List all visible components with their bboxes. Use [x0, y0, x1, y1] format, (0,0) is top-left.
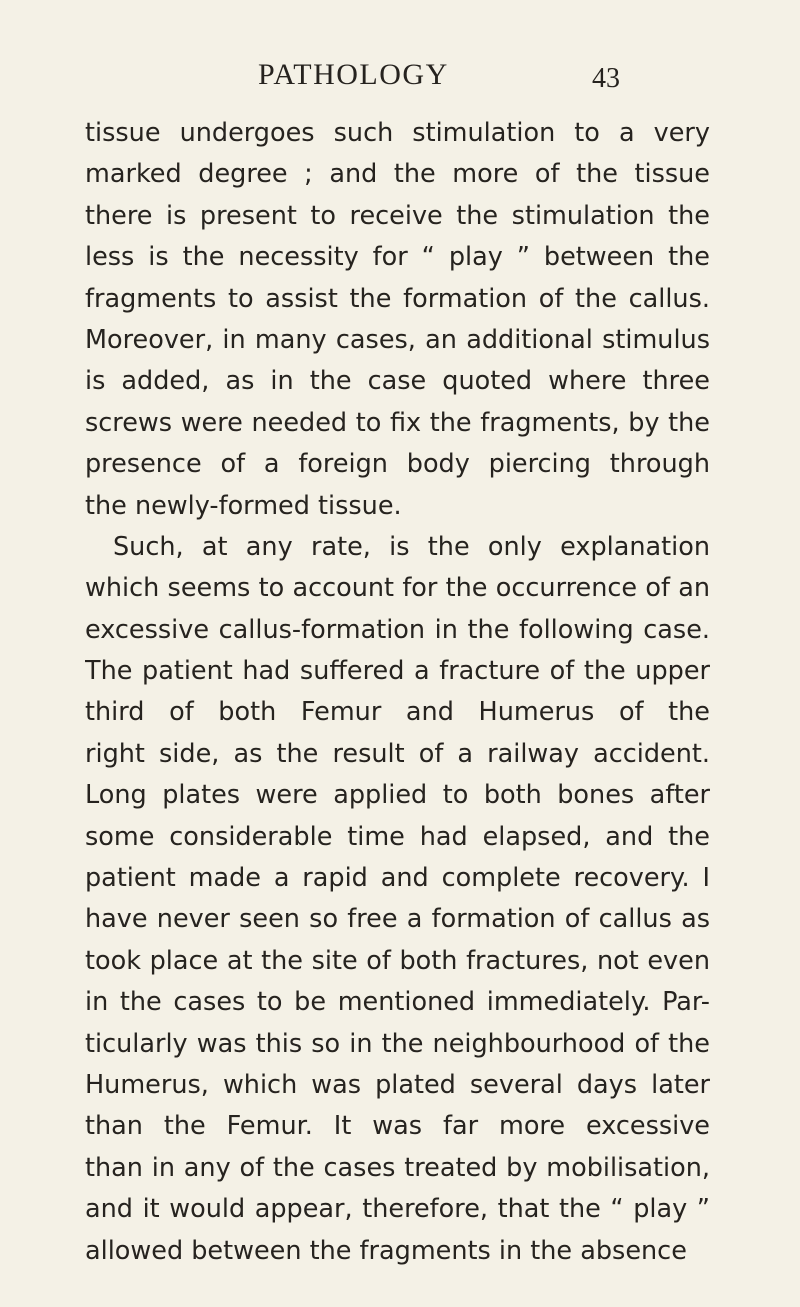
- text-line: presence of a foreign body piercing through: [85, 449, 710, 480]
- text-line: screws were needed to fix the fragments, by the: [85, 407, 710, 438]
- text-line: than in any of the cases treated by mobilisation,: [85, 1152, 710, 1183]
- text-line: have never seen so free a formation of callus as: [85, 904, 710, 935]
- text-line: took place at the site of both fractures, not even: [85, 945, 710, 976]
- text-line: in the cases to be mentioned immediately. Par-: [85, 987, 710, 1018]
- text-line: which seems to account for the occurrence of an: [85, 573, 710, 604]
- text-line: The patient had suffered a fracture of the upper: [85, 656, 710, 687]
- text-line: patient made a rapid and complete recovery. I: [85, 863, 710, 894]
- text-line: marked degree ; and the more of the tissue: [85, 159, 710, 190]
- text-line: Long plates were applied to both bones after: [85, 780, 710, 811]
- text-line: Such, at any rate, is the only explanation: [113, 531, 710, 562]
- text-line: the newly-formed tissue.: [85, 490, 402, 521]
- text-line: some considerable time had elapsed, and the: [85, 821, 710, 852]
- running-title: PATHOLOGY: [258, 58, 449, 91]
- text-line: and it would appear, therefore, that the “ play ”: [85, 1194, 710, 1225]
- text-line: excessive callus-formation in the following case.: [85, 614, 710, 645]
- text-line: Humerus, which was plated several days later: [85, 1069, 710, 1100]
- text-line: tissue undergoes such stimulation to a very: [85, 118, 710, 148]
- text-line: fragments to assist the formation of the callus.: [85, 283, 710, 314]
- text-line: than the Femur. It was far more excessive: [85, 1111, 710, 1142]
- text-line: right side, as the result of a railway accident.: [85, 738, 710, 769]
- text-line: Moreover, in many cases, an additional stimulus: [85, 324, 710, 355]
- running-head: [0, 58, 800, 98]
- text-line: third of both Femur and Humerus of the: [85, 697, 710, 728]
- text-line: is added, as in the case quoted where three: [85, 366, 710, 397]
- text-line: there is present to receive the stimulation the: [85, 200, 710, 231]
- page-number: 43: [592, 63, 620, 94]
- text-line: less is the necessity for “ play ” between the: [85, 242, 710, 273]
- body-text: [85, 113, 710, 1272]
- text-line: ticularly was this so in the neighbourhood of the: [85, 1028, 710, 1059]
- text-line: allowed between the fragments in the absence: [85, 1235, 687, 1266]
